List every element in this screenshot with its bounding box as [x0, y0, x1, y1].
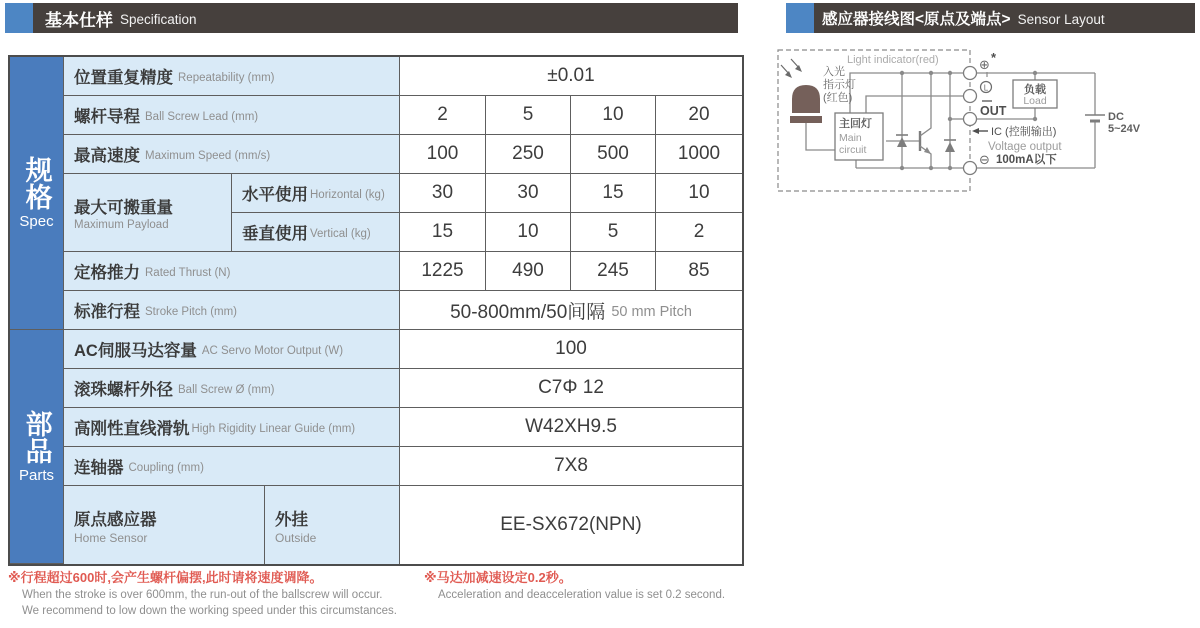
blue-accent-square: [786, 3, 814, 33]
label-en: AC Servo Motor Output (W): [201, 344, 344, 357]
footnote-stroke-warning: [8, 567, 397, 619]
cell-thrust-1: 1225: [400, 252, 486, 291]
terminal-l: [964, 90, 977, 103]
cell-speed-1: 100: [400, 135, 486, 174]
label-en: Repeatability (mm): [178, 71, 275, 84]
section-label-parts-zh: 部品: [21, 409, 52, 464]
row-label-speed: [64, 135, 400, 174]
cell-screw-diameter-value: C7Φ 12: [400, 369, 742, 408]
section-label-spec-en: Spec: [19, 213, 54, 230]
footnote-en-line2: We recommend to low down the working speed under this circumstances.: [22, 604, 397, 617]
specification-header-bar: [5, 3, 738, 33]
led-label-zh-2: 指示灯: [823, 79, 856, 91]
cell-vertical-4: 2: [656, 213, 742, 252]
cell-horizontal-2: 30: [486, 174, 571, 213]
cell-home-sensor-value: EE-SX672(NPN): [400, 486, 742, 564]
cell-lead-1: 2: [400, 96, 486, 135]
terminal-plus: [964, 67, 977, 80]
label-en: Vertical (kg): [310, 227, 371, 240]
ic-label: IC (控制输出): [991, 126, 1057, 138]
label-en: High Rigidity Linear Guide (mm): [191, 422, 356, 435]
junction-dot: [948, 117, 952, 121]
blue-accent-square: [5, 3, 33, 33]
specification-table: [8, 55, 744, 566]
label-en: Maximum Speed (mm/s): [145, 149, 271, 162]
row-label-guide: [64, 408, 400, 447]
label-zh: 最大可搬重量: [74, 199, 173, 217]
row-label-thrust: [64, 252, 400, 291]
label-en: Rated Thrust (N): [145, 266, 231, 279]
header-title-zh: 感应器接线图<原点及端点>: [822, 11, 1011, 28]
row-label-motor: [64, 330, 400, 369]
sensor-layout-header-bar: [786, 3, 1195, 33]
junction-dot: [948, 71, 952, 75]
footnote-zh: ※马达加减速设定0.2秒。: [424, 570, 572, 585]
cell-horizontal-4: 10: [656, 174, 742, 213]
ic-arrow: [972, 128, 988, 134]
load-label-en: Load: [1023, 95, 1047, 107]
cell-thrust-4: 85: [656, 252, 742, 291]
label-zh: 最高速度: [74, 147, 140, 165]
cell-repeatability-value: ±0.01: [400, 57, 742, 96]
led-indicator-icon: [781, 59, 822, 123]
cell-motor-value: 100: [400, 330, 742, 369]
current-limit-label: 100mA以下: [996, 154, 1057, 166]
row-label-lead: [64, 96, 400, 135]
label-zh: 定格推力: [74, 264, 140, 282]
label-en: Maximum Payload: [74, 219, 169, 231]
label-zh: 水平使用: [242, 186, 308, 204]
stroke-value-en: 50 mm Pitch: [611, 303, 692, 320]
cell-vertical-1: 15: [400, 213, 486, 252]
label-zh: 原点感应器: [74, 510, 157, 529]
section-label-spec-zh: 规格: [21, 156, 52, 210]
cell-lead-4: 20: [656, 96, 742, 135]
section-label-parts-en: Parts: [18, 466, 54, 484]
label-en: Stroke Pitch (mm): [145, 305, 238, 318]
cell-horizontal-1: 30: [400, 174, 486, 213]
label-en: Ball Screw Ø (mm): [178, 383, 275, 396]
row-label-payload: [64, 174, 232, 252]
dc-voltage-label: 5~24V: [1108, 123, 1141, 135]
label-en: Outside: [275, 530, 317, 545]
dc-label: DC: [1108, 111, 1124, 123]
terminal-minus: [964, 162, 977, 175]
label-en: Home Sensor: [74, 530, 148, 545]
voltage-output-label: Voltage output: [988, 141, 1062, 153]
label-en: Ball Screw Lead (mm): [145, 110, 259, 123]
junction-dot: [1033, 71, 1037, 75]
label-zh: 外挂: [275, 510, 308, 529]
cell-horizontal-3: 15: [571, 174, 656, 213]
label-en: Coupling (mm): [128, 461, 204, 474]
row-label-home-sensor: [64, 486, 265, 564]
label-zh: 标准行程: [74, 303, 140, 321]
light-indicator-label: Light indicator(red): [847, 54, 939, 66]
cell-lead-3: 10: [571, 96, 656, 135]
cell-guide-value: W42XH9.5: [400, 408, 742, 447]
label-zh: 螺杆导程: [74, 108, 140, 126]
led-label-zh-1: 入光: [823, 66, 845, 78]
transistor: [920, 73, 931, 168]
cell-thrust-3: 245: [571, 252, 656, 291]
label-zh: AC伺服马达容量: [74, 342, 197, 360]
cell-speed-4: 1000: [656, 135, 742, 174]
row-label-vertical: [232, 213, 400, 252]
plus-symbol: ⊕: [979, 57, 990, 72]
junction-dot: [1033, 117, 1037, 121]
led-label-zh-3: (红色): [823, 92, 853, 104]
row-label-outside: [265, 486, 400, 564]
main-circuit-label-en2: circuit: [839, 144, 867, 156]
header-title-en: Specification: [120, 12, 197, 27]
label-zh: 垂直使用: [242, 225, 308, 243]
out-label: OUT: [980, 104, 1007, 118]
label-zh: 高刚性直线滑轨: [74, 420, 190, 438]
row-label-repeatability: [64, 57, 400, 96]
footnote-en-line1: Acceleration and deacceleration value is set 0.2 second.: [438, 589, 726, 601]
section-label-parts: [10, 330, 64, 564]
load-label-zh: 负载: [1024, 84, 1046, 96]
cell-stroke-value: [400, 291, 742, 330]
header-title-zh: 基本仕样: [45, 10, 113, 30]
junction-dot: [900, 166, 904, 170]
cell-vertical-3: 5: [571, 213, 656, 252]
footnote-zh: ※行程超过600时,会产生螺杆偏摆,此时请将速度调降。: [8, 570, 323, 585]
junction-dot: [900, 71, 904, 75]
footnote-en-line1: When the stroke is over 600mm, the run-out of the ballscrew will occur.: [22, 589, 383, 601]
row-label-stroke: [64, 291, 400, 330]
label-zh: 滚珠螺杆外径: [74, 381, 173, 399]
stroke-value-zh: 50-800mm/50间隔: [450, 301, 606, 323]
label-zh: 连轴器: [74, 459, 124, 477]
sensor-wiring-diagram: [768, 42, 1200, 202]
main-circuit-label-en1: Main: [839, 132, 862, 144]
label-zh: 位置重复精度: [74, 69, 173, 87]
battery-symbol: [1085, 115, 1105, 121]
minus-symbol: ⊖: [979, 152, 990, 167]
row-label-screw-diameter: [64, 369, 400, 408]
cell-speed-2: 250: [486, 135, 571, 174]
label-en: Horizontal (kg): [310, 188, 385, 201]
cell-vertical-2: 10: [486, 213, 571, 252]
cell-speed-3: 500: [571, 135, 656, 174]
section-label-spec: [10, 57, 64, 330]
header-title-en: Sensor Layout: [1017, 12, 1105, 27]
row-label-coupling: [64, 447, 400, 486]
l-symbol: L: [983, 83, 989, 93]
main-circuit-label-zh: 主回灯: [839, 118, 872, 130]
asterisk-mark: *: [991, 50, 997, 65]
footnote-acceleration: [424, 567, 725, 604]
row-label-horizontal: [232, 174, 400, 213]
cell-lead-2: 5: [486, 96, 571, 135]
terminal-out: [964, 113, 977, 126]
junction-dot: [948, 166, 952, 170]
cell-thrust-2: 490: [486, 252, 571, 291]
cell-coupling-value: 7X8: [400, 447, 742, 486]
